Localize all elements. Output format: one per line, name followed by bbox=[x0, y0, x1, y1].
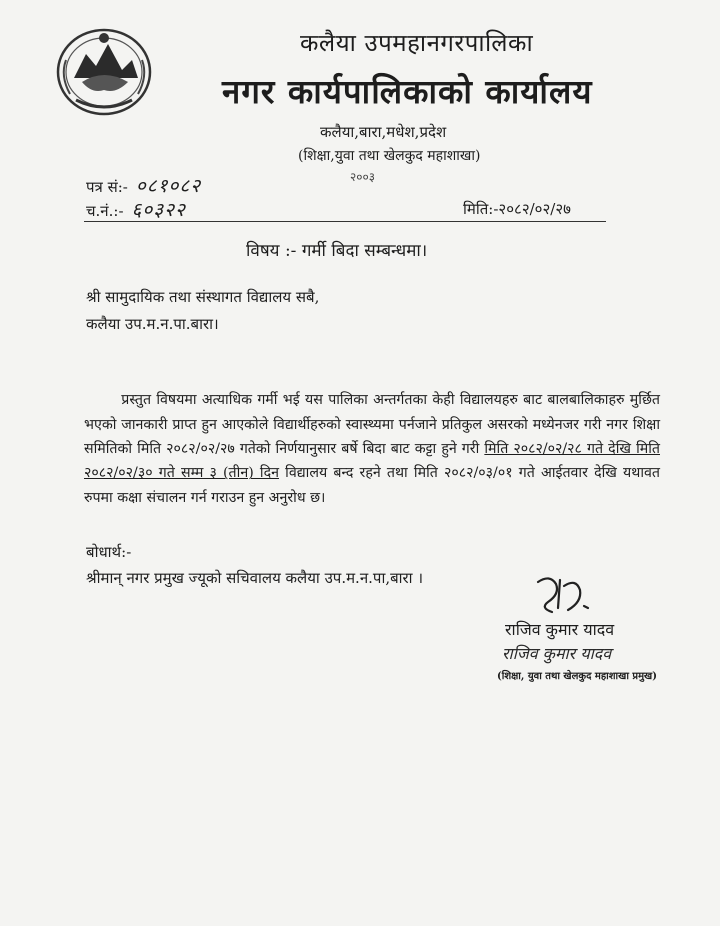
signatory-name: राजिव कुमार यादव bbox=[505, 620, 615, 639]
letter-body bbox=[84, 388, 660, 510]
body-closure-dates: मिति २०८२/०२/२८ गते देखि मिति २०८२/०२/३० गते सम्म ३ (तीन) दिन bbox=[84, 441, 660, 482]
signatory-stamp-name: राजिव कुमार यादव bbox=[502, 644, 612, 663]
office-title: नगर कार्यपालिकाको कार्यालय bbox=[222, 72, 593, 111]
body-part-2: विद्यालय बन्द रहने तथा मिति २०८२/०३/०१ गते आईतवार देखि यथावत रुपमा कक्षा संचालन गर्न गराउन हुन अनुरोध छ। bbox=[84, 465, 660, 506]
letter-number-value: ०८१०८२ bbox=[135, 175, 202, 197]
signatory-title: (शिक्षा, युवा तथा खेलकुद महाशाखा प्रमुख) bbox=[497, 671, 657, 682]
dispatch-number bbox=[86, 196, 186, 222]
handwritten-signature-icon bbox=[530, 572, 610, 618]
body-part-1: प्रस्तुत विषयमा अत्याधिक गर्मी भई यस पालिका अन्तर्गतका केही विद्यालयहरु बाट बालबालिकाहरु मुर्छित भएको जानकारी प्राप्त हुन आएकोले विद्यार्थीहरुको स्वास्थ्यमा पर्नजाने प्रतिकुल असरको मध्येनजर गरी नगर शिक्षा समितिको मिति २०८२/०२/२७ गतेको निर्णयानुसार बर्षे बिदा बाट कट्टा हुने गरी bbox=[84, 392, 660, 457]
office-address: कलैया,बारा,मधेश,प्रदेश bbox=[320, 123, 447, 141]
letter-number bbox=[86, 172, 201, 198]
date-label: मिति:- bbox=[463, 200, 499, 218]
dispatch-number-label: च.नं.:- bbox=[86, 202, 124, 220]
header-divider bbox=[84, 221, 606, 222]
recipient-line-1: श्री सामुदायिक तथा संस्थागत विद्यालय सबै, bbox=[86, 288, 320, 306]
dispatch-number-value: ६०३२२ bbox=[131, 199, 186, 221]
nepal-coat-of-arms-icon bbox=[52, 20, 156, 120]
date-value: २०८२/०२/२७ bbox=[498, 200, 571, 218]
established-year: २००३ bbox=[350, 170, 375, 184]
cc-recipient: श्रीमान् नगर प्रमुख ज्यूको सचिवालय कलैया उप.म.न.पा,बारा । bbox=[86, 569, 424, 587]
office-name: कलैया उपमहानगरपालिका bbox=[300, 29, 534, 57]
recipient-line-2: कलैया उप.म.न.पा.बारा। bbox=[86, 315, 219, 333]
letter-subject: विषय :- गर्मी बिदा सम्बन्धमा। bbox=[246, 241, 428, 261]
office-branch: (शिक्षा,युवा तथा खेलकुद महाशाखा) bbox=[298, 148, 481, 164]
letter-date bbox=[463, 199, 571, 219]
letter-number-label: पत्र सं:- bbox=[86, 178, 128, 196]
cc-label: बोधार्थ:- bbox=[86, 543, 132, 561]
